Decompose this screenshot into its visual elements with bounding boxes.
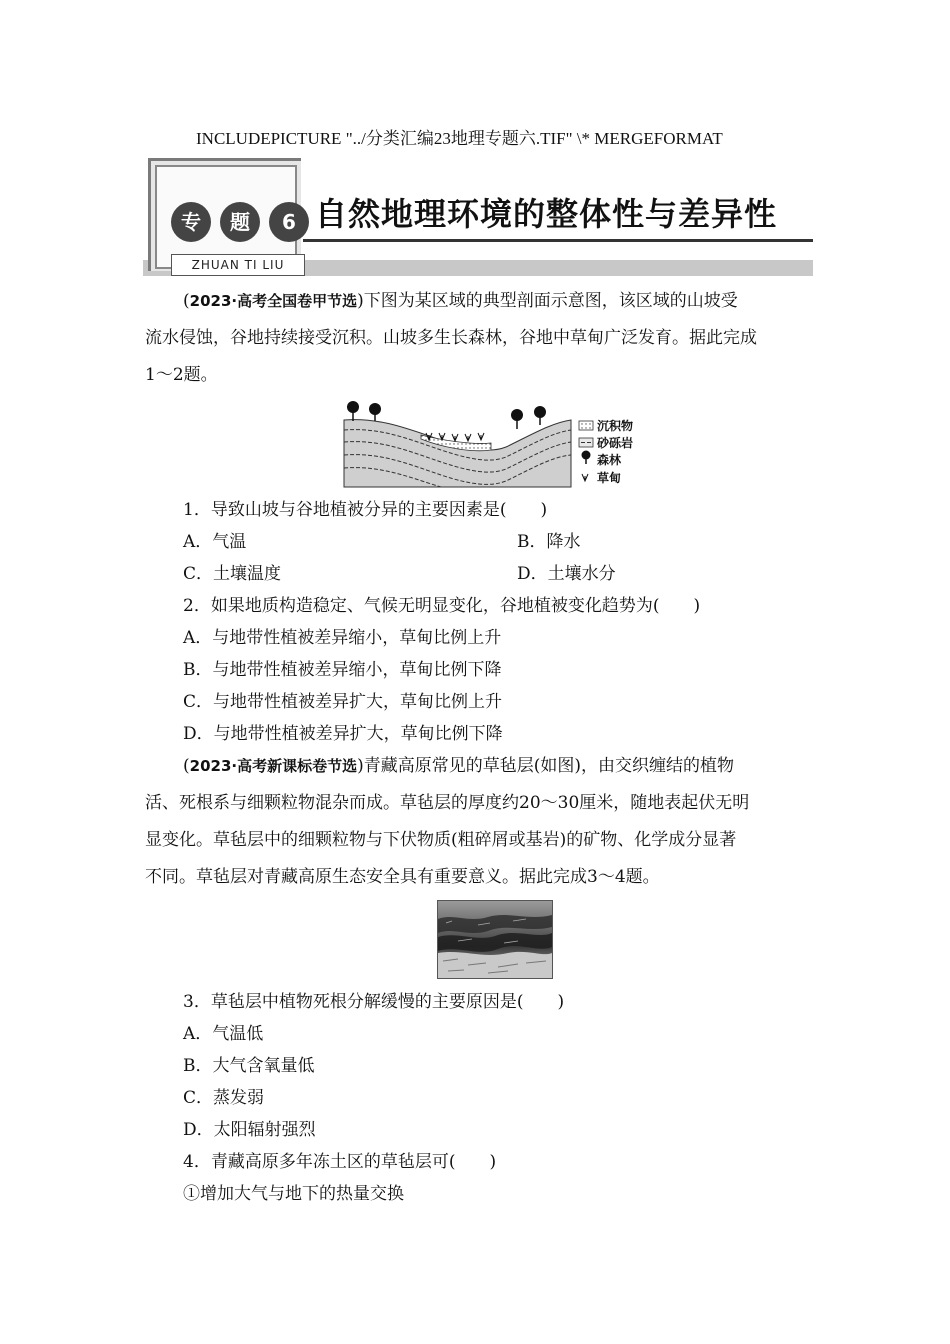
- passage-1-line-2: 流水侵蚀，谷地持续接受沉积。山坡多生长森林，谷地中草甸广泛发育。据此完成: [145, 328, 757, 348]
- legend-meadow: 草甸: [597, 471, 622, 485]
- question-2-option-a: A．与地带性植被差异缩小，草甸比例上升: [183, 628, 502, 648]
- question-1-option-b: B．降水: [517, 532, 581, 552]
- question-2-option-d: D．与地带性植被差异扩大，草甸比例下降: [183, 724, 503, 744]
- question-1-option-c: C．土壤温度: [183, 564, 282, 584]
- question-2-option-c: C．与地带性植被差异扩大，草甸比例上升: [183, 692, 503, 712]
- passage-2-line-2: 活、死根系与细颗粒物混杂而成。草毡层的厚度约20～30厘米，随地表起伏无明: [145, 793, 750, 813]
- banner-rule: [303, 239, 813, 242]
- passage-2-line-4: 不同。草毡层对青藏高原生态安全具有重要意义。据此完成3～4题。: [145, 867, 660, 887]
- topic-badge: [148, 158, 301, 271]
- legend-sediment: 沉积物: [597, 419, 634, 433]
- passage-1-source: 2023·高考全国卷甲节选: [189, 292, 358, 310]
- legend-sediment-swatch: [579, 421, 593, 430]
- diagram-legend: [579, 418, 633, 485]
- legend-forest-icon: [582, 451, 591, 460]
- question-3-stem: 3．草毡层中植物死根分解缓慢的主要原因是( ): [183, 992, 565, 1012]
- legend-sandstone-swatch: [579, 438, 593, 447]
- topic-title: 自然地理环境的整体性与差异性: [315, 195, 778, 233]
- cross-section-diagram: [341, 395, 651, 490]
- passage-2-line-3: 显变化。草毡层中的细颗粒物与下伏物质(粗碎屑或基岩)的矿物、化学成分显著: [145, 830, 737, 850]
- topic-banner: [143, 155, 813, 280]
- question-3-option-d: D．太阳辐射强烈: [183, 1120, 316, 1140]
- topic-badge-inner: [155, 165, 297, 272]
- forest-left-icon: [347, 401, 381, 421]
- legend-forest: 森林: [597, 453, 622, 467]
- topic-chip-zhuan: 专: [171, 202, 211, 242]
- question-3-option-a: A．气温低: [183, 1024, 264, 1044]
- question-4-stem: 4．青藏高原多年冻土区的草毡层可( ): [183, 1152, 497, 1172]
- question-1-option-d: D．土壤水分: [517, 564, 616, 584]
- diagram-body: [344, 420, 571, 487]
- question-2-stem: 2．如果地质构造稳定、气候无明显变化，谷地植被变化趋势为( ): [183, 596, 701, 616]
- passage-1-line-1: (2023·高考全国卷甲节选)下图为某区域的典型剖面示意图，该区域的山坡受: [183, 291, 738, 311]
- forest-right-icon: [511, 406, 546, 429]
- passage-2-source: 2023·高考新课标卷节选: [189, 757, 358, 775]
- legend-meadow-icon: [582, 474, 588, 481]
- question-1-option-a: A．气温: [183, 532, 247, 552]
- question-2-option-b: B．与地带性植被差异缩小，草甸比例下降: [183, 660, 502, 680]
- question-3-option-b: B．大气含氧量低: [183, 1056, 315, 1076]
- topic-chip-ti: 题: [220, 202, 260, 242]
- legend-sandstone: 砂砾岩: [597, 436, 634, 450]
- sod-layer-photo: [437, 900, 553, 979]
- passage-2-line-1: (2023·高考新课标卷节选)青藏高原常见的草毡层(如图)，由交织缠结的植物: [183, 756, 734, 776]
- question-1-stem: 1．导致山坡与谷地植被分异的主要因素是( ): [183, 500, 548, 520]
- topic-pinyin: ZHUAN TI LIU: [171, 254, 305, 276]
- passage-1-line-3: 1～2题。: [145, 365, 218, 385]
- question-4-option-1: ①增加大气与地下的热量交换: [183, 1184, 404, 1204]
- topic-chip-number: 6: [269, 202, 309, 242]
- include-picture-field: INCLUDEPICTURE "../分类汇编23地理专题六.TIF" \* MERGEFORMAT: [196, 129, 723, 148]
- question-3-option-c: C．蒸发弱: [183, 1088, 265, 1108]
